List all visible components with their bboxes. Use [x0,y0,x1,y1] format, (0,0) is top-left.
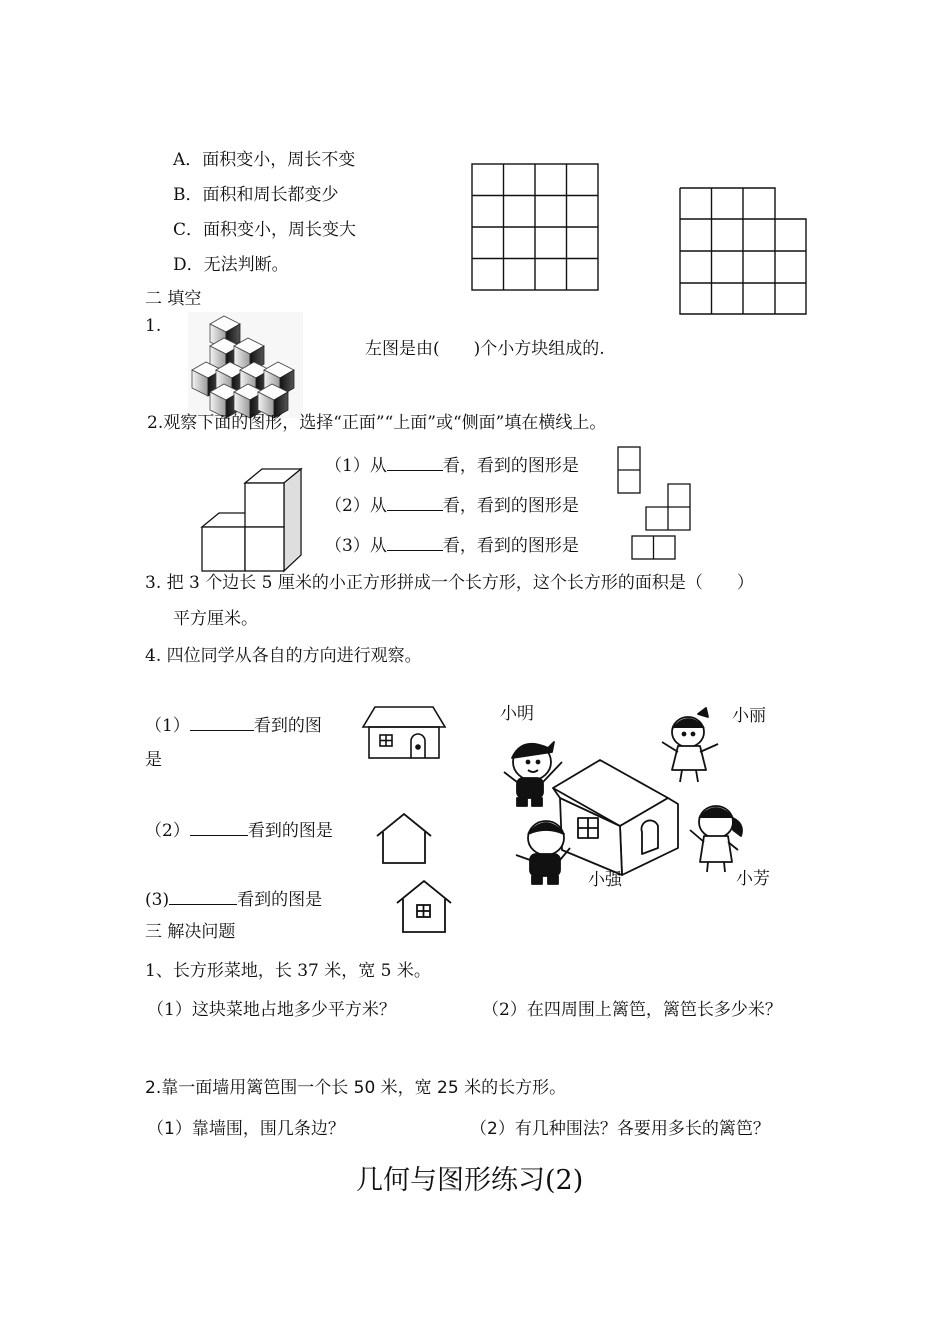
view-item-1: （1）从 看，看到的图形是 [325,456,579,476]
option-d: D．无法判断。 [173,255,289,275]
view-item-2: （2）从 看，看到的图形是 [325,496,579,516]
option-c: C．面积变小，周长变大 [173,220,357,240]
notched-grid-figure [679,187,809,317]
answer-blank[interactable] [387,496,443,511]
question-1-number: 1. [145,316,162,336]
problem-1-text: 1、长方形菜地，长 37 米，宽 5 米。 [145,961,431,981]
question-2-text: 2.观察下面的图形，选择“正面”“上面”或“侧面”填在横线上。 [147,413,607,433]
stacked-cubes-image [188,312,303,418]
child-xiaofang-figure [690,806,742,872]
view-shape-1 [617,446,643,496]
observer-item-1: （1） 看到的图 [145,716,322,736]
page-title: 几何与图形练习(2) [356,1165,584,1196]
answer-blank[interactable] [190,716,254,731]
name-xiaoqiang: 小强 [588,870,622,890]
section-3-heading: 三 解决问题 [145,922,236,942]
problem-2-question-2: （2）有几种围法？各要用多长的篱笆？ [470,1119,770,1139]
square-grid-figure [471,163,601,293]
problem-1-question-1: （1）这块菜地占地多少平方米？ [147,1000,396,1020]
observer-item-2: （2） 看到的图是 [145,821,333,841]
problem-1-question-2: （2）在四周围上篱笆，篱笆长多少米？ [482,1000,782,1020]
problem-2-text: 2.靠一面墙用篱笆围一个长 50 米，宽 25 米的长方形。 [145,1078,567,1098]
block-3d-figure [199,467,305,575]
observer-item-3: (3) 看到的图是 [145,890,323,910]
view-shape-3 [631,535,679,563]
option-a: A．面积变小，周长不变 [173,150,356,170]
house-side-plain [375,812,433,866]
problem-2-question-1: （1）靠墙围，围几条边？ [147,1119,345,1139]
name-xiaoming: 小明 [500,704,534,724]
answer-blank[interactable] [387,456,443,471]
section-2-heading: 二 填空 [145,289,202,309]
question-3-line-1: 3. 把 3 个边长 5 厘米的小正方形拼成一个长方形，这个长方形的面积是（ ） [145,573,754,593]
question-3-line-2: 平方厘米。 [173,609,258,629]
view-shape-2 [645,483,693,533]
observer-item-1-cont: 是 [145,750,162,770]
question-4-text: 4. 四位同学从各自的方向进行观察。 [145,646,422,666]
answer-blank[interactable] [190,821,248,836]
child-xiaoqiang-figure [516,821,570,884]
child-xiaoming-figure [504,742,562,806]
question-1-text: 左图是由( )个小方块组成的. [365,339,605,359]
name-xiaoli: 小丽 [732,706,766,726]
house-front-view [361,705,447,761]
view-item-3: （3）从 看，看到的图形是 [325,536,579,556]
name-xiaofang: 小芳 [736,869,770,889]
option-b: B．面积和周长都变少 [173,185,339,205]
house-side-window [395,879,453,935]
answer-blank[interactable] [169,890,237,905]
child-xiaoli-figure [662,708,718,782]
answer-blank[interactable] [387,536,443,551]
